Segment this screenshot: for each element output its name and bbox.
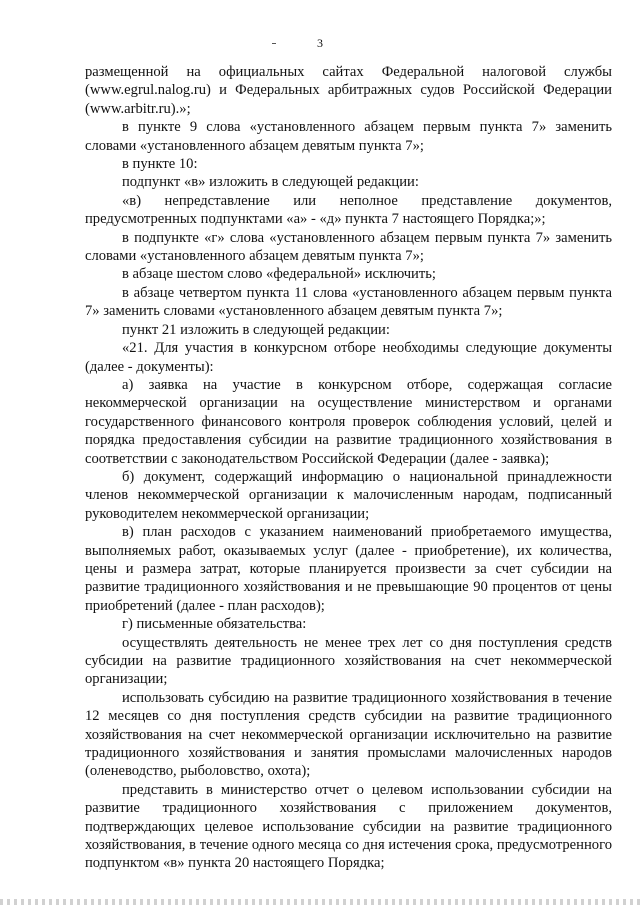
paragraph-10: «21. Для участия в конкурсном отборе необходимы следующие документы (далее - документы): bbox=[85, 340, 612, 375]
paragraph-3: в пункте 10: bbox=[122, 156, 198, 173]
page-number: 3 bbox=[317, 36, 323, 50]
paragraph-9: пункт 21 изложить в следующей редакции: bbox=[122, 321, 390, 338]
document-body bbox=[85, 63, 612, 873]
paragraph-15: осуществлять деятельность не менее трех лет со дня поступления средств субсидии на развитие традиционного хозяйствования на счет некоммерческой организации; bbox=[85, 634, 612, 688]
paragraph-11: а) заявка на участие в конкурсном отборе, содержащая согласие некоммерческой организации на осуществление министерством и органами государственного финансового контроля проверок соблюдения условий, целей и порядка предоставления субсидии на развитие традиционного хозяйствования в соответствии с законодательством Российской Федерации (далее - заявка); bbox=[85, 376, 612, 467]
paragraph-14: г) письменные обязательства: bbox=[122, 616, 307, 633]
paragraph-8: в абзаце четвертом пункта 11 слова «установленного абзацем первым пункта 7» заменить словами «установленного абзацем девятым пункта 7»; bbox=[85, 284, 612, 320]
paragraph-2: в пункте 9 слова «установленного абзацем первым пункта 7» заменить словами «установленного абзацем девятым пункта 7»; bbox=[85, 119, 612, 154]
scan-bottom-edge bbox=[0, 899, 640, 905]
paragraph-4: подпункт «в» изложить в следующей редакции: bbox=[122, 174, 419, 191]
paragraph-5: «в) непредставление или неполное представление документов, предусмотренных подпунктами «а» - «д» пункта 7 настоящего Порядка;»; bbox=[85, 192, 612, 228]
paragraph-7: в абзаце шестом слово «федеральной» исключить; bbox=[122, 266, 436, 283]
paragraph-16: использовать субсидию на развитие традиционного хозяйствования в течение 12 месяцев со дня поступления средств субсидии на развитие традиционного хозяйствования на счет некоммерческой организации исключительно на развитие традиционного хозяйствования и занятия промыслами малочисленных народов (оленеводство, рыболовство, охота); bbox=[85, 689, 612, 780]
paragraph-6: в подпункте «г» слова «установленного абзацем первым пункта 7» заменить словами «установленного абзацем девятым пункта 7»; bbox=[85, 229, 612, 265]
paragraph-12: б) документ, содержащий информацию о национальной принадлежности членов некоммерческой организации к малочисленным народам, подписанный руководителем некоммерческой организации; bbox=[85, 468, 612, 522]
scan-speck bbox=[272, 43, 276, 44]
paragraph-1: размещенной на официальных сайтах Федеральной налоговой службы (www.egrul.nalog.ru) и Федеральных арбитражных судов Российской Федерации (www.arbitr.ru).»; bbox=[85, 64, 612, 117]
paragraph-13: в) план расходов с указанием наименований приобретаемого имущества, выполняемых работ, оказываемых услуг (далее - приобретение), их количества, цены и размера затрат, которые планируется произвести за счет субсидии на развитие традиционного хозяйствования и не превышающие 90 процентов от цены приобретений (далее - план расходов); bbox=[85, 524, 612, 614]
paragraph-17: представить в министерство отчет о целевом использовании субсидии на развитие традиционного хозяйствования с приложением документов, подтверждающих целевое использование субсидии на развитие традиционного хозяйствования, в течение одного месяца со дня истечения срока, предусмотренного подпунктом «в» пункта 20 настоящего Порядка; bbox=[85, 781, 612, 872]
